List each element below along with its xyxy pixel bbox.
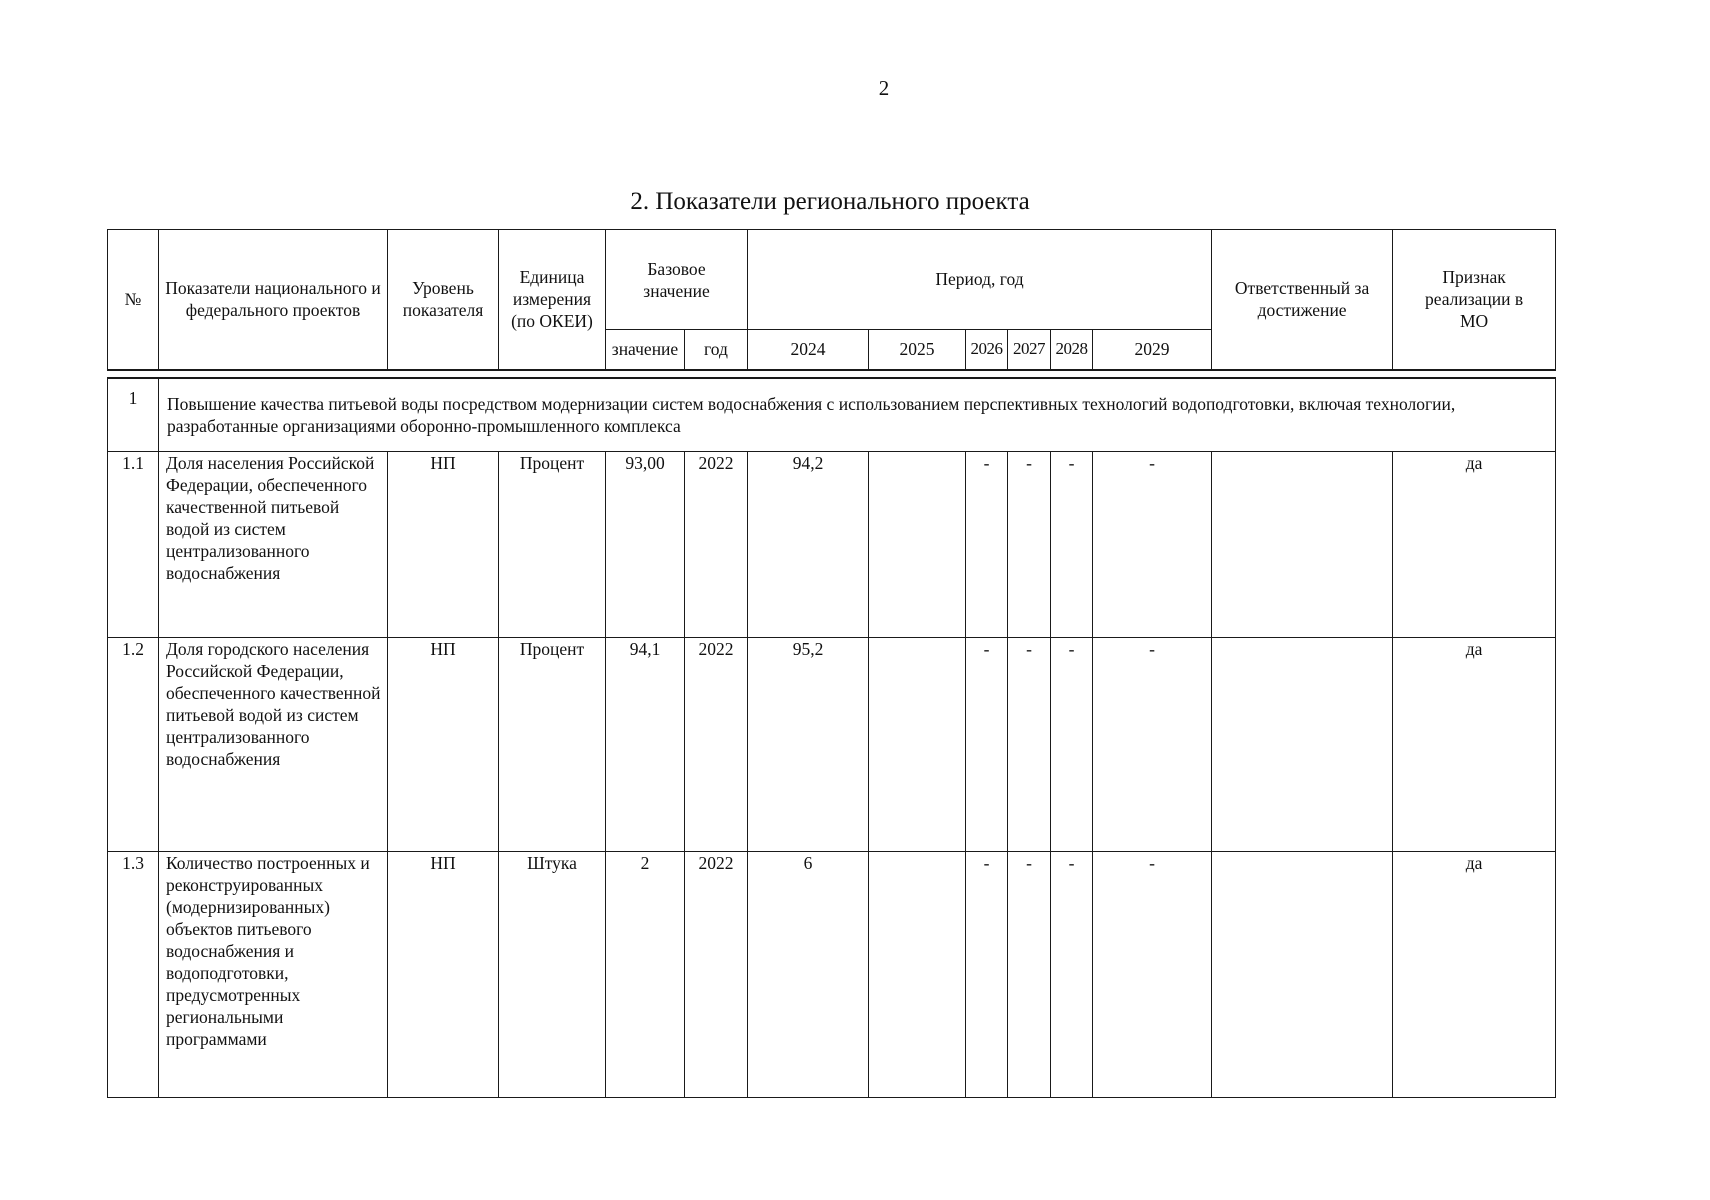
row-value-2026: - [966,851,1008,1097]
row-level: НП [388,637,499,851]
row-level: НП [388,451,499,637]
row-value-2024: 95,2 [748,637,869,851]
row-indicator-name: Доля городского населения Российской Федерации, обеспеченного качественной питьевой водой из систем централизованного водоснабжения [159,637,388,851]
section-title: 2. Показатели регионального проекта [630,188,1030,215]
row-base-value: 93,00 [606,451,685,637]
page-number: 2 [878,76,890,100]
col-header-mo-sign: Признак реализации в МО [1393,230,1556,370]
row-num: 1.1 [108,451,159,637]
col-header-year-2025: 2025 [869,330,966,370]
col-header-year-2024: 2024 [748,330,869,370]
row-num: 1.3 [108,851,159,1097]
row-base-value: 94,1 [606,637,685,851]
table-row [108,851,1556,1097]
col-header-base-value: значение [606,330,685,370]
row-value-2029: - [1093,851,1212,1097]
row-mo-sign: да [1393,451,1556,637]
row-responsible [1212,851,1393,1097]
row-value-2026: - [966,451,1008,637]
table-row [108,637,1556,851]
row-indicator-name: Количество построенных и реконструированных (модернизированных) объектов питьевого водоснабжения и водоподготовки, предусмотренных региональными программами [159,851,388,1097]
row-value-2026: - [966,637,1008,851]
col-header-year-2026: 2026 [966,330,1008,370]
table-row [108,451,1556,637]
goal-row [108,378,1556,452]
row-base-year: 2022 [685,637,748,851]
row-unit: Штука [499,851,606,1097]
col-header-year-2028: 2028 [1051,330,1093,370]
row-base-value: 2 [606,851,685,1097]
row-value-2028: - [1051,637,1093,851]
col-header-indicators: Показатели национального и федерального проектов [159,230,388,370]
col-header-unit: Единица измерения (по ОКЕИ) [499,230,606,370]
row-indicator-name: Доля населения Российской Федерации, обеспеченного качественной питьевой водой из систем централизованного водоснабжения [159,451,388,637]
col-header-level: Уровень показателя [388,230,499,370]
row-base-year: 2022 [685,451,748,637]
row-value-2025 [869,851,966,1097]
col-header-period: Период, год [748,230,1212,330]
row-mo-sign: да [1393,851,1556,1097]
goal-text: Повышение качества питьевой воды посредством модернизации систем водоснабжения с использованием перспективных технологий водоподготовки, включая технологии, разработанные организациями оборонно-промышленного комплекса [159,378,1556,452]
col-header-base-year: год [685,330,748,370]
separator-cell [108,370,1556,378]
row-value-2027: - [1008,851,1051,1097]
row-value-2024: 6 [748,851,869,1097]
header-row [108,230,1556,330]
row-unit: Процент [499,637,606,851]
row-value-2028: - [1051,851,1093,1097]
goal-num: 1 [108,378,159,452]
row-value-2029: - [1093,637,1212,851]
col-header-num: № [108,230,159,370]
indicators-table [107,229,1556,1098]
row-value-2024: 94,2 [748,451,869,637]
separator-row [108,370,1556,378]
row-value-2025 [869,637,966,851]
row-num: 1.2 [108,637,159,851]
row-responsible [1212,451,1393,637]
row-level: НП [388,851,499,1097]
row-value-2025 [869,451,966,637]
row-responsible [1212,637,1393,851]
row-value-2027: - [1008,451,1051,637]
col-header-year-2027: 2027 [1008,330,1051,370]
row-mo-sign: да [1393,637,1556,851]
row-unit: Процент [499,451,606,637]
col-header-base: Базовое значение [606,230,748,330]
col-header-responsible: Ответственный за достижение [1212,230,1393,370]
row-value-2027: - [1008,637,1051,851]
row-value-2028: - [1051,451,1093,637]
row-base-year: 2022 [685,851,748,1097]
row-value-2029: - [1093,451,1212,637]
col-header-year-2029: 2029 [1093,330,1212,370]
